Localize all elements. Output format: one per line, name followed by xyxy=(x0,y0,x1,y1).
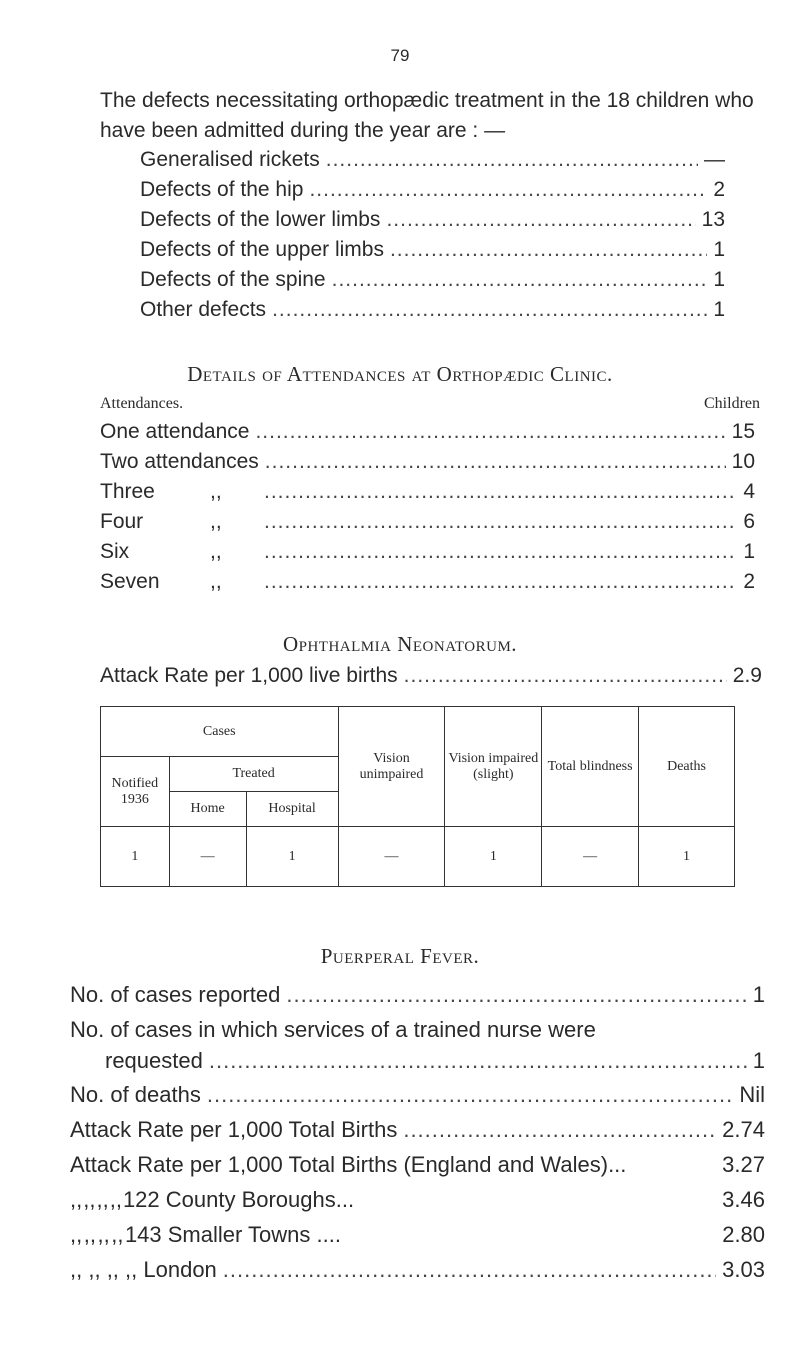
ditto-mark: ,, xyxy=(96,1187,109,1212)
leader-dots xyxy=(223,1257,716,1283)
defect-value: 1 xyxy=(713,238,725,261)
attendance-value: 2 xyxy=(743,570,755,593)
county-label: 122 County Boroughs... xyxy=(122,1187,355,1212)
attendance-row xyxy=(100,480,755,504)
ditto-mark: ,, xyxy=(70,1222,83,1247)
attendance-value: 1 xyxy=(743,540,755,563)
defect-value: — xyxy=(704,148,725,171)
defect-value: 13 xyxy=(701,208,725,231)
ditto-mark: ,, xyxy=(70,1187,83,1212)
defect-row xyxy=(140,148,725,172)
leader-dots xyxy=(272,298,707,322)
children-column-label: Children xyxy=(704,395,760,412)
defect-value: 2 xyxy=(713,178,725,201)
hospital-value: 1 xyxy=(246,827,338,887)
puerperal-heading: Puerperal Fever. xyxy=(320,944,480,968)
ditto-mark: ,, xyxy=(210,540,222,563)
nurse-label-line2: requested xyxy=(105,1048,203,1073)
leader-dots xyxy=(265,450,726,474)
towns-value: 2.80 xyxy=(722,1222,766,1247)
defect-label: Generalised rickets xyxy=(140,148,320,171)
defect-row xyxy=(140,178,725,202)
home-header: Home xyxy=(169,792,246,827)
attendance-heading: Details of Attendances at Orthopædic Clinic. xyxy=(187,362,613,386)
vision-impaired-header: Vision impaired (slight) xyxy=(445,707,542,827)
leader-dots xyxy=(309,178,707,202)
attendance-row xyxy=(100,450,755,474)
attendance-row xyxy=(100,570,755,594)
defect-label: Defects of the upper limbs xyxy=(140,238,384,261)
notified-header: Notified 1936 xyxy=(101,757,170,827)
deaths-label: No. of deaths xyxy=(70,1082,201,1107)
attendance-label: Two attendances xyxy=(100,450,259,473)
towns-label: 143 Smaller Towns .... xyxy=(124,1222,341,1247)
rate-ew-value: 3.27 xyxy=(722,1152,765,1177)
leader-dots xyxy=(404,664,727,688)
attendance-label: Four xyxy=(100,510,144,533)
attendance-label: One attendance xyxy=(100,420,250,443)
attendances-column-label: Attendances. xyxy=(100,395,184,412)
deaths-value: 1 xyxy=(639,827,735,887)
attendance-label: Three xyxy=(100,480,155,503)
leader-dots xyxy=(286,982,746,1008)
puerperal-nurse-line1 xyxy=(70,1017,765,1043)
puerperal-nurse-row xyxy=(105,1048,765,1074)
ditto-mark: ,, xyxy=(97,1222,110,1247)
puerperal-reported-row xyxy=(70,982,765,1008)
leader-dots xyxy=(390,238,707,262)
defect-value: 1 xyxy=(713,268,725,291)
ophthalmia-heading: Ophthalmia Neonatorum. xyxy=(282,632,518,656)
rate-total-label: Attack Rate per 1,000 Total Births xyxy=(70,1117,398,1142)
attendance-label: Seven xyxy=(100,570,160,593)
vision-unimpaired-value: — xyxy=(338,827,445,887)
ditto-mark: ,, xyxy=(210,480,222,503)
leader-dots xyxy=(386,208,695,232)
cases-header: Cases xyxy=(101,707,339,757)
defect-value: 1 xyxy=(713,298,725,321)
ophthalmia-attack-value: 2.9 xyxy=(732,664,762,687)
ditto-mark: ,, xyxy=(210,570,222,593)
puerperal-towns-row xyxy=(70,1222,765,1248)
nurse-value: 1 xyxy=(752,1048,765,1073)
defect-row xyxy=(140,238,725,262)
defect-label: Defects of the lower limbs xyxy=(140,208,381,231)
defect-label: Defects of the spine xyxy=(140,268,326,291)
nurse-label-line1: No. of cases in which services of a trained nurse were xyxy=(70,1017,596,1042)
defect-row xyxy=(140,208,725,232)
total-blindness-header: Total blindness xyxy=(542,707,639,827)
puerperal-rate-total-row xyxy=(70,1117,765,1143)
attendance-value: 6 xyxy=(743,510,755,533)
ditto-mark: ,, xyxy=(125,1257,138,1282)
ditto-mark: ,, xyxy=(70,1257,83,1282)
london-label: London xyxy=(143,1257,217,1282)
leader-dots xyxy=(209,1048,747,1074)
leader-dots xyxy=(264,510,737,534)
ditto-mark: ,, xyxy=(109,1187,122,1212)
ditto-mark: ,, xyxy=(210,510,222,533)
leader-dots xyxy=(264,540,737,564)
ditto-mark: ,, xyxy=(111,1222,124,1247)
home-value: — xyxy=(169,827,246,887)
attendance-row xyxy=(100,420,755,444)
london-value: 3.03 xyxy=(722,1257,765,1282)
reported-label: No. of cases reported xyxy=(70,982,281,1007)
leader-dots xyxy=(255,420,725,444)
attendance-row xyxy=(100,510,755,534)
notified-value: 1 xyxy=(101,827,170,887)
leader-dots xyxy=(264,570,737,594)
ophthalmia-attack-label: Attack Rate per 1,000 live births xyxy=(100,664,398,687)
leader-dots xyxy=(207,1082,733,1108)
total-blindness-value: — xyxy=(542,827,639,887)
leader-dots xyxy=(332,268,708,292)
puerperal-deaths-row xyxy=(70,1082,765,1108)
county-value: 3.46 xyxy=(722,1187,765,1212)
deaths-header: Deaths xyxy=(639,707,735,827)
ditto-mark: ,, xyxy=(106,1257,119,1282)
deaths-value: Nil xyxy=(739,1082,765,1107)
attendance-value: 10 xyxy=(731,450,755,473)
puerperal-county-row xyxy=(70,1187,765,1213)
ditto-mark: ,, xyxy=(83,1222,96,1247)
intro-paragraph xyxy=(100,86,755,146)
vision-impaired-value: 1 xyxy=(445,827,542,887)
puerperal-london-row xyxy=(70,1257,765,1283)
attendance-row xyxy=(100,540,755,564)
ditto-mark: ,, xyxy=(83,1187,96,1212)
reported-value: 1 xyxy=(752,982,765,1007)
hospital-header: Hospital xyxy=(246,792,338,827)
ditto-mark: ,, xyxy=(88,1257,101,1282)
ophthalmia-cases-table xyxy=(100,706,735,887)
leader-dots xyxy=(264,480,737,504)
rate-total-value: 2.74 xyxy=(722,1117,765,1142)
vision-unimpaired-header: Vision unimpaired xyxy=(338,707,445,827)
defect-label: Other defects xyxy=(140,298,267,321)
page-number: 79 xyxy=(390,46,410,65)
puerperal-rate-ew-row xyxy=(70,1152,765,1178)
attendance-value: 15 xyxy=(731,420,755,443)
attendance-label: Six xyxy=(100,540,130,563)
leader-dots xyxy=(403,1117,716,1143)
defect-label: Defects of the hip xyxy=(140,178,304,201)
leader-dots xyxy=(326,148,698,172)
ophthalmia-attack-rate-row xyxy=(100,664,762,688)
attendance-value: 4 xyxy=(743,480,755,503)
defect-row xyxy=(140,298,725,322)
treated-header: Treated xyxy=(169,757,338,792)
defect-row xyxy=(140,268,725,292)
rate-ew-label: Attack Rate per 1,000 Total Births (England and Wales)... xyxy=(70,1152,627,1177)
intro-text: The defects necessitating orthopædic treatment in the 18 children who have been admitted during the year are : — xyxy=(100,89,754,142)
